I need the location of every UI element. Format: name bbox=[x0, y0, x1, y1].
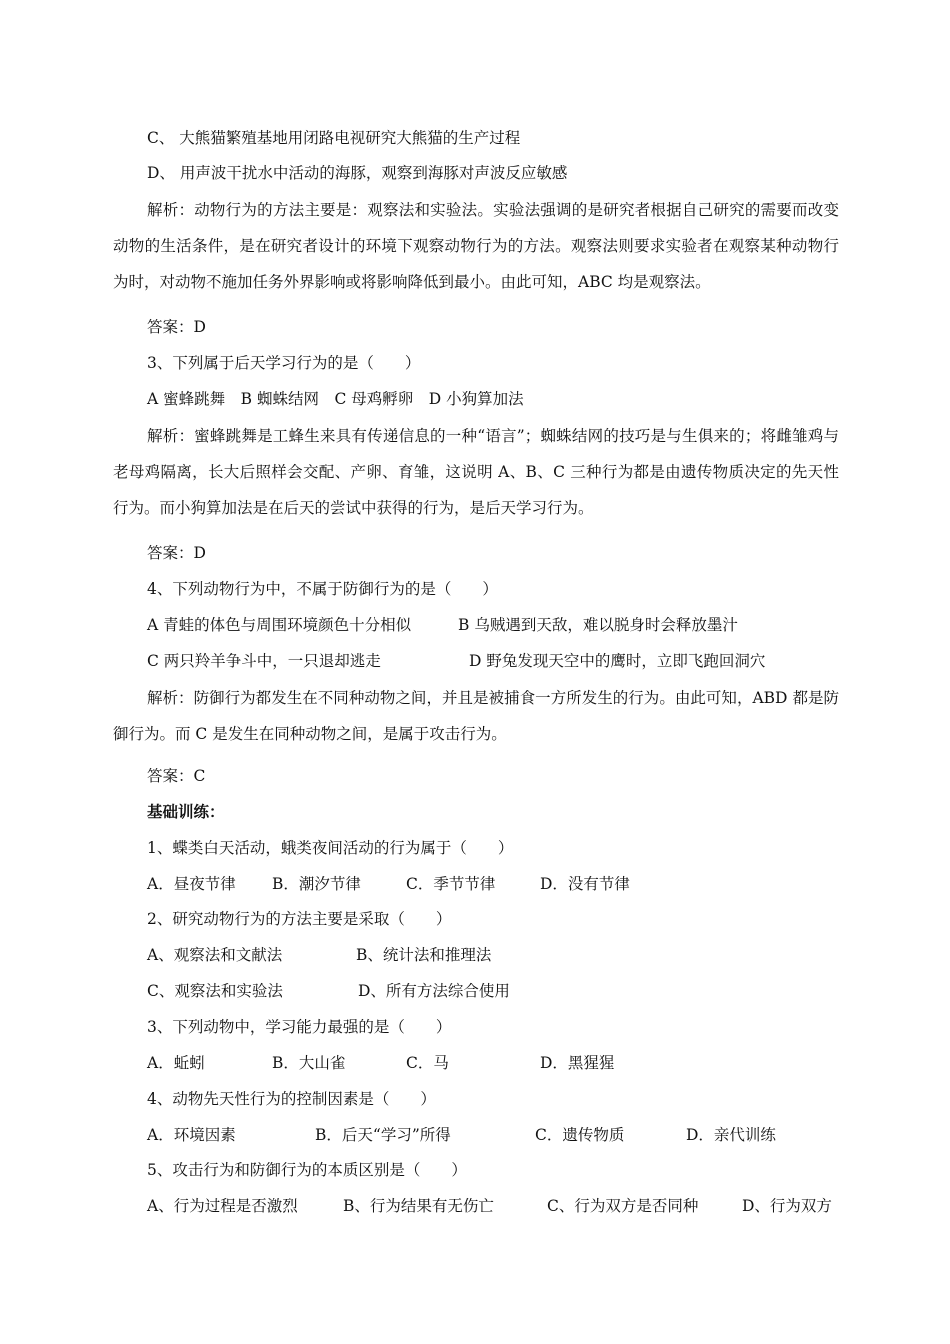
q3-question: 3、下列属于后天学习行为的是（ ） bbox=[147, 354, 421, 372]
t1-option-a: A．昼夜节律 bbox=[147, 875, 236, 893]
t2-option-a: A、观察法和文献法 bbox=[147, 946, 283, 964]
q4-analysis-text: 解析：防御行为都发生在不同种动物之间，并且是被捕食一方所发生的行为。由此可知，ABD 都是防御行为。而 C 是发生在同种动物之间，是属于攻击行为。 bbox=[113, 689, 839, 743]
t2-option-c: C、观察法和实验法 bbox=[147, 982, 283, 1000]
t3-option-c: C．马 bbox=[406, 1054, 449, 1072]
q4-option-d: D 野兔发现天空中的鹰时，立即飞跑回洞穴 bbox=[469, 652, 766, 670]
t4-option-d: D．亲代训练 bbox=[686, 1126, 776, 1144]
q3-answer: 答案：D bbox=[147, 544, 206, 562]
t5-option-a: A、行为过程是否激烈 bbox=[147, 1197, 298, 1215]
t3-option-d: D．黑猩猩 bbox=[540, 1054, 615, 1072]
q4-option-b: B 乌贼遇到天敌，难以脱身时会释放墨汁 bbox=[458, 616, 738, 634]
t4-option-b: B．后天“学习”所得 bbox=[315, 1126, 451, 1144]
q2-option-d: D、 用声波干扰水中活动的海豚，观察到海豚对声波反应敏感 bbox=[147, 164, 568, 182]
t3-option-b: B．大山雀 bbox=[272, 1054, 346, 1072]
q3-analysis bbox=[113, 418, 839, 526]
q3-analysis-text: 解析：蜜蜂跳舞是工蜂生来具有传递信息的一种“语言”；蜘蛛结网的技巧是与生俱来的；将雌雏鸡与老母鸡隔离，长大后照样会交配、产卵、育雏，这说明 A、B、C 三种行为都是由遗传物质决定的先天性行为。而小狗算加法是在后天的尝试中获得的行为，是后天学习行为。 bbox=[113, 427, 839, 517]
t3-option-a: A．蚯蚓 bbox=[147, 1054, 205, 1072]
training-heading: 基础训练： bbox=[147, 802, 225, 821]
q2-option-c: C、 大熊猫繁殖基地用闭路电视研究大熊猫的生产过程 bbox=[147, 129, 521, 147]
q4-option-a: A 青蛙的体色与周围环境颜色十分相似 bbox=[147, 616, 412, 634]
t4-question: 4、动物先天性行为的控制因素是（ ） bbox=[147, 1090, 436, 1108]
t5-option-b: B、行为结果有无伤亡 bbox=[343, 1197, 494, 1215]
q4-option-c: C 两只羚羊争斗中，一只退却逃走 bbox=[147, 652, 381, 670]
t1-option-c: C．季节节律 bbox=[406, 875, 496, 893]
q2-analysis-text: 解析：动物行为的方法主要是：观察法和实验法。实验法强调的是研究者根据自己研究的需要而改变动物的生活条件，是在研究者设计的环境下观察动物行为的方法。观察法则要求实验者在观察某种动物行为时，对动物不施加任务外界影响或将影响降低到最小。由此可知，ABC 均是观察法。 bbox=[113, 201, 839, 291]
t5-option-c: C、行为双方是否同种 bbox=[547, 1197, 699, 1215]
t5-question: 5、攻击行为和防御行为的本质区别是（ ） bbox=[147, 1161, 467, 1179]
t1-option-d: D．没有节律 bbox=[540, 875, 630, 893]
t4-option-a: A．环境因素 bbox=[147, 1126, 236, 1144]
q2-answer: 答案：D bbox=[147, 318, 206, 336]
q4-question: 4、下列动物行为中，不属于防御行为的是（ ） bbox=[147, 580, 498, 598]
t2-question: 2、研究动物行为的方法主要是采取（ ） bbox=[147, 910, 452, 928]
t3-question: 3、下列动物中，学习能力最强的是（ ） bbox=[147, 1018, 452, 1036]
q4-analysis bbox=[113, 680, 839, 752]
q2-analysis bbox=[113, 192, 839, 300]
t1-option-b: B．潮汐节律 bbox=[272, 875, 361, 893]
t1-question: 1、蝶类白天活动，蛾类夜间活动的行为属于（ ） bbox=[147, 839, 514, 857]
t5-option-d: D、行为双方 bbox=[742, 1197, 832, 1215]
t2-option-d: D、所有方法综合使用 bbox=[358, 982, 510, 1000]
t4-option-c: C．遗传物质 bbox=[535, 1126, 625, 1144]
t2-option-b: B、统计法和推理法 bbox=[356, 946, 492, 964]
q4-answer: 答案：C bbox=[147, 767, 206, 785]
q3-options: A 蜜蜂跳舞 B 蜘蛛结网 C 母鸡孵卵 D 小狗算加法 bbox=[147, 390, 524, 408]
